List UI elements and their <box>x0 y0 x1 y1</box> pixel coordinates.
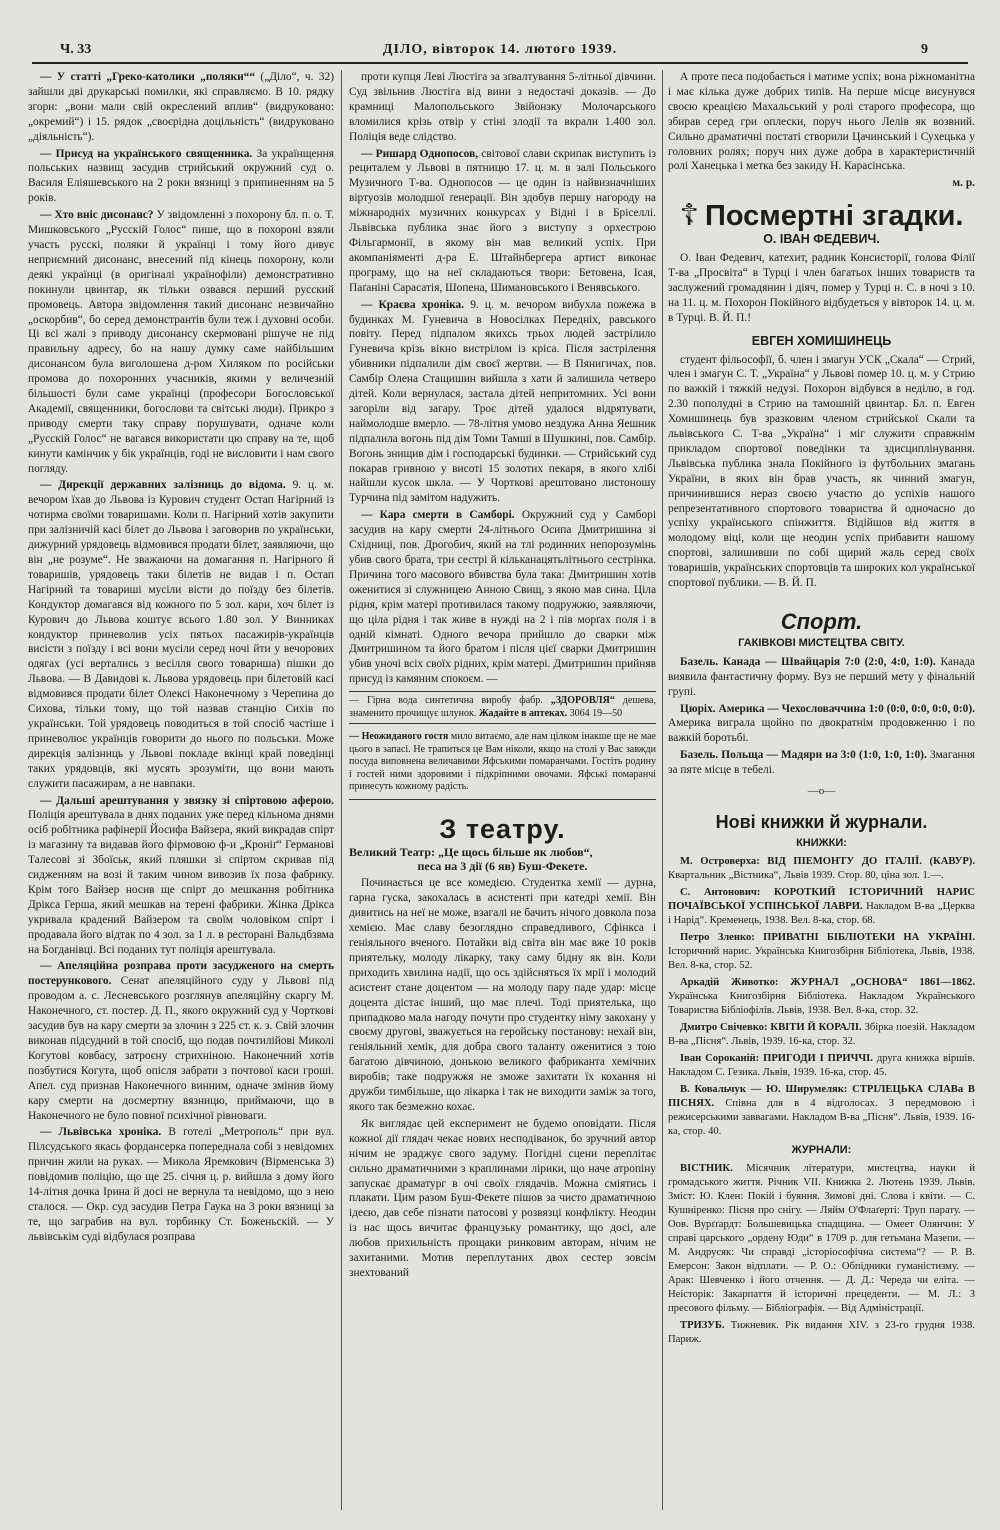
ad-brand: „ЗДОРОВЛЯ“ <box>550 695 615 707</box>
book-details: Співна для в 4 відголосах. З передмовою і режисерськими заввагами. Накладом В-ва „Пісня“. Львів, 1939. 16-ка, стор. 40. <box>668 1097 975 1137</box>
section-title-obituaries <box>668 199 975 233</box>
news-item <box>28 147 334 207</box>
news-item <box>28 959 334 1123</box>
sport-result <box>668 655 975 700</box>
theatre-review-header <box>349 845 656 875</box>
book-entry <box>668 1052 975 1080</box>
news-text: За українщення польських назвищ засудив стрийський окружний суд о. Василя Еліяшевського на 2 роки вязниці з припиненням на 5 років. <box>28 147 334 205</box>
ad-body: мило витаємо, але нам цілком інакше ще не мае цього в запасі. Не трапиться це Вам ніколи, якщо на столі у Вас завжди посуда виповнена величавими Яфськими помаранчами. Гостіть родину і гостей ними здоровими і підкріпними овочами. Яфські помаранчі принесуть кожному радість. <box>349 731 656 793</box>
obituary-text: О. Іван Федевич, катехит, радник Консисторії, голова Філії Т-ва „Просвіта“ в Турці і член багатьох інших товариств та заслужений громадянин і діяч, помер у Турці н. С. в ночі з 10. на 11. ц. м. Похорон Покійного відбудеться у вівторок 14. ц. м. в Турці. В. Й. П.! <box>668 252 975 324</box>
journal-details: Місячник літератури, мистецтва, науки й громадського життя. Річник VII. Книжка 2. Лютень 1939. Львів. Зміст: Ю. Клен: Покій і буяння. Зимові дні. Слова і квіти. — С. Кушніренко: Пісня про снігу. — Ляйм О'Флаґерті: Труп парату. — Оов. Вурґґардт: Большевицька спадщина. — Омеет Олянчин: У справі царського „ордену Юди“ в 1709 р. для гетьмана Мазепи. — М. Андрусяк: Чи справді „історіософічна система“? — Р. В. Емерсон: Закон відплати. — Р. О.: Обпідники гуманістизму. — Арак: Шевченко і його отчення. — Д. Д.: Череда чи еліта. — Неісторік: Закарпаття й історичні прецеденти. — М. Л.: З пресового фільму. — Бібліографія. — Від Адміністрації. <box>668 1162 975 1314</box>
book-title: С. Антонович: КОРОТКИЙ ІСТОРИЧНИЙ НАРИС ПОЧАЇВСЬКОЇ УСПІНСЬКОЇ ЛАВРИ. <box>668 886 975 912</box>
news-headline: — Кара смерти в Самборі. <box>361 509 515 522</box>
news-headline: — Апеляційна розправа проти засудженого на смерть постерункового. <box>28 960 334 988</box>
news-headline: — У статті „Греко-католики „поляки““ <box>40 71 256 83</box>
advertisement-mineral-water <box>349 691 656 724</box>
news-text: світової слави скрипак виступить із рециталем у Львові в пятницю 17. ц. м. в залі Польського Музичного Т-ва. Однопосов — це один із найвизначніших віртуозів молодшої ґенерації. Він здобув першу нагороду на міжнародніх музичних конкурсах у Відні і в Бріселлі. Львівська публика знає його з виступу з орхестрою Фільгармонії, в якому він мав великий успіх. При акомпаніяменті д-ра Е. Штайнбергера артист виконає програму, що на неї складаються твори: Бетовена, Ісая, Паґаніні Сарасатія, Шопена, Шимановського і Венявського. <box>349 147 656 294</box>
ad-lead: — Гірна вода синтетична виробу фабр. <box>349 695 543 707</box>
journals-label: ЖУРНАЛИ: <box>791 1143 852 1156</box>
journal-entry <box>668 1319 975 1347</box>
obituaries-title: Посмертні згадки. <box>705 200 964 233</box>
book-details: Збірка поезій. Накладом В-ва „Пісня“. Львів, 1939. 16-ка, стор. 32. <box>668 1021 975 1047</box>
book-details: Накладом В-ва „Церква і Нарід“. Кременець, 1938. Вел. 8-ка, стор. 68. <box>668 900 975 926</box>
paper-title-date: ДІЛО, вівторок 14. лютого 1939. <box>382 42 618 57</box>
news-headline: — Ришард Однопосов, <box>361 147 479 160</box>
news-text: В готелі „Метрополь“ при вул. Пілсудського якась фордансерка попереднала собі з невідомих причин жили на руках. — Микола Яремкович (Вірменська 3) повідомив поліцію, що ще 25. січня ц. р. вийшла з дому його 14-літня дочка Ірина й досі не вернула та невідомо, що з нею сталося. — Окр. суд засудив Петра Гаука на 3 роки вязниці за те, що заграбив на вул. торбинку Ст. Боженьскій. — У львівськім суді відбулася розправа <box>28 1126 334 1243</box>
journal-entry <box>668 1162 975 1316</box>
news-text: 9. ц. м. вечором вибухла пожежа в будинках М. Гуневича в Новосілках Передніх, равського повіту. Перед підпалом якихсь трьох людей застрілило Гуневича крізь вікно вистрілом із кріса. Після застрілення убивники підпалили дім своєї жертви. — В Пянигичах, пов. Самбір Олена Стащишин вийшла з хати й залишила четверо дітей. Коли вернулася, застала дітей непритомних. Усі вони загоріли від загару. Троє дітей удалося відрятувати, наймолодше вмерло. — 78-літня умово нездужа Анна Яешник підпалила вогонь під дім Томи Тамші в Шушкині, пов. Самбір. Вогонь знищив дім і господарські будинки. — Стрийський суд покарав гривною у висоті 15 золотих пекаря, в якого хлібі найшли кусок шкла. — У Чорткові арештовано листоношу Турчина під замітом нaдужить. <box>349 298 656 505</box>
column-rule <box>662 70 663 1510</box>
news-item <box>349 70 656 145</box>
column-1 <box>28 70 334 1510</box>
section-title-theatre: З театру. <box>439 813 566 844</box>
match-score: Базель. Канада — Швайцарія 7:0 (2:0, 4:0, 1:0). <box>680 655 936 668</box>
book-details: Українська Книгозбірня Бібліотека. Накладом Українського Товариства Бібліофілів. Львів, 1938. Вел. 8-ка, стор. 32. <box>668 990 975 1016</box>
book-details: Історичний нарис. Українська Книгозбірня Бібліотека, Львів, 1938. Вел. 8-ка, стор. 52. <box>668 945 975 971</box>
obituary-name: ЕВГЕН ХОМИШИНЕЦЬ <box>751 333 892 348</box>
news-item <box>28 70 334 145</box>
news-text: 9. ц. м. вечором їхав до Львова із Курович студент Остап Нагірний із чотирма своїми товаришами. Коли п. Нагірний хотів закупити при залізничій касі білет до Львова і заговорив по українськи, дижурний урядовець відмовився продати білет, заявляючи, що він „не розуме“. Не зважаючи на домагання п. Нагірного й товаришів, урядовець таки білетів не видав і п. Остап Нагірний та товариші мусіли вісти до поїзду без білетів. Кондуктор домагався від кожного по 5 зол. кари, хоч білет із Курович до Львова коштує всього 1.80 зол. У Винниках кондуктор приневолив усіх пятьох пасажирів-українців висісти з поїзду і всі вони мусіли серед ночі йти у вечорових одягах (усі вертались з весілля свого товариша) пішки до Львова. — В Давидові к. Львова урядовець при білетовій касі відмовився продати білет Олексі Наконечному з Черепина до Сихова, тільки тому, що той назвав станцію Сихів по українськи. Той урядовець поводиться в той спосіб частіше і приневолює українців говорити до нього по польськи. Може дирекція залізниць у Львові покладе вкінці край поведінці таких урядовців, які мусять зрозуміти, що вони мають служити пасажирам, а не навпаки. <box>28 479 334 790</box>
play-subtitle: песа на 3 дії (6 яв) Буш-Фекете. <box>417 859 588 874</box>
book-details: Квартальник „Вістника“, Львів 1939. Стор. 80, ціна зол. 1.—. <box>668 869 944 881</box>
match-score: Базель. Польща — Мадяри на 3:0 (1:0, 1:0, 1:0). <box>680 749 927 762</box>
news-text: У звідомленні з похорону бл. п. о. Т. Мишковського „Русскій Голос“ пише, що в похороні взяли участь русскі, поляки й українці і тому його дивує неприємний дисонанс, внесений під кінець похорону, коли деякі українці (в оригіналі українофіли) демонстративно покинули цвинтар, як тільки озвався перший русский промовець. Автора звідомлення такий дисонанс незвичайно „оскорбив“, бо серед демонстрантів були теж і духовні особи. Ці всі жалі з приводу дисонансу скермовані рішуче не під правильну адресу, бо на нашу думку саме найбільшим дисонансом була виголошена д-ром Хиляком по російськи промова до похоронних учасників, якими у величезній більшості були саме українці (професори Богословської Академії, священники, богослови та світські люди). Прикро з приводу смерти таку справу порушувати, одначе коли „Русскій Голос“ не вагався використати цю справу на те, щоб кинути камінчик у бік українців, годі не висловити і нам свого погляду. <box>28 209 334 475</box>
advertisement-oranges <box>349 728 656 800</box>
news-text: проти купця Леві Люстіга за зґвалтування 5-літньої дівчини. Суд звільнив Люстіга від вини з недостачі доказів. — До крамниці Малопольського Звійонзку Молочарського вломилися крізь отвір у стіні злодії та вкрали 1.400 зол. Поліція веде слідство. <box>349 71 656 143</box>
news-item <box>28 478 334 791</box>
page-number: 9 <box>921 42 928 57</box>
book-entry <box>668 1021 975 1049</box>
book-entry <box>668 976 975 1018</box>
theatre-paragraph: Починається це все комедією. Студентка хемії — дурна, гарна гуска, закохалась в асистенті при катедрі хемії. Він дивитись на неї не може, взагалі не бачить нічого довкола поза хемією. Має славу безоглядно справедливого, Сфінкса і геніяльного вченого. Потайки від світа він має вже 10 років приятельку, молоду лікарку, таку саму бідну як він. Коли приходить хвилина надії, що ось здійсняться їх мрії і молодий асистент стане доцентом — на молоду пару паде удар: місце доцента дістає інший, що має плечі. Тоді приятелька, що припадково мала нагоду почути про студентку німу закохану у своєму другові, зважується на геройську постанову: нехай він, геніяльний хемік, для добра свого таланту оженитися з тою багатою дівчиною, донькою великого фабриканта хемічних виробів; таке подружжя не зможе захитати їх кохання ні дружби тимбільше, що лікарка і так не виходити заміж за того, якого так безмежно кохає. <box>349 877 656 1113</box>
journal-title: ВІСТНИК. <box>680 1162 733 1174</box>
column-3 <box>668 70 975 1510</box>
ad-code: 3064 19—50 <box>569 707 623 719</box>
review-signature: м. р. <box>952 177 975 190</box>
obituary-name: О. ІВАН ФЕДЕВИЧ. <box>763 232 880 247</box>
news-headline: — Дирекції державних залізниць до відома. <box>40 479 286 492</box>
news-headline: — Львівська хроніка. <box>40 1126 162 1139</box>
issue-number: Ч. 33 <box>60 42 92 57</box>
play-title: „Це щось більше як любов“, <box>438 844 593 859</box>
column-2 <box>349 70 656 1510</box>
match-note: Канада виявила фантастичну форму. Вуз не перший мету у фінальній групі. <box>668 655 975 698</box>
ad-cta: Жадайте в аптеках. <box>478 707 568 719</box>
match-note: Америка виграла щойно по двократнім продовженню і по важкій боротьбі. <box>668 717 975 745</box>
theatre-paragraph: Як виглядає цей експеримент не будемо оповідати. Після кожної дії глядач чекає нових несподіванок, бо зручний автор нічим не зраджує свого задуму. Погідні сцени переплітає сильно драматичними з краплинами лірики, що наче атропіну запускає драматург в очі своїх глядачів. Можна сміятись і плакати. Цим разом Буш-Фекете пішов за чисто драматичною ідеєю, дав себе пізнати патосові у розвязці конфлікту. Неодин із нас щось вичитає французьку романтику, що досі, але любов прихильність прощаки ринковим авторам, нічим не захитаними. Мотив переплутаних двох сестер зовсім знехтований <box>349 1117 656 1279</box>
section-title-sport: Спорт. <box>780 609 863 634</box>
sport-subtitle: ГАКІВКОВІ МИСТЕЦТВА СВІТУ. <box>738 636 905 649</box>
ad-lead: — Неожиданого гостя <box>349 731 449 743</box>
news-headline: — Хто вніс дисонанс? <box>40 209 154 222</box>
news-text: Окружний суд у Самборі засудив на кару смерти 24-літнього Осипа Дмитришина зі Східниці, пов. Дрогобич, який на тлі родинних непорозумінь убив свого брата, три сестрі й кільканацятьлітнього сестрінка. Причина того масового вбивства була така: Дмитришин хотів оженитися зі служницею Анною Свищ, з якою мав сина. Цілa рідня, крім матері противилася такому подружжю, заявляючи, що ціла рідня і так живе в нужді на 2 і пів морґах поля і в одній кімнаті. Одного вечора прийшло до сварки між Дмитришином та його братом і після цієї сварки Дмитришин убив уночі всіх своїх рідних, крім матері. Дмитришин прийняв присуд із камяним спокоєм. — <box>349 509 656 686</box>
news-text: („Діло“, ч. 32) зайшли дві друкарські помилки, які справляємо. В 10. рядку згори: „вони мали свій окреслений вплив“ (видруковано: „окремий“) і 15. рядок „своєрідна доцільність“ (видруковано „діяльність“). <box>28 71 334 143</box>
book-entry <box>668 855 975 883</box>
journal-details: Тижневик. Рік видання XIV. з 23-го грудня 1938. Париж. <box>668 1319 975 1345</box>
news-headline: — Краєва хроніка. <box>361 298 465 311</box>
cross-icon: ☦ <box>679 199 699 233</box>
book-details: друга книжка віршів. Накладом С. Гезика. Львів, 1939. 16-ка, стор. 45. <box>668 1052 975 1078</box>
news-text: Поліція арештувала в днях поданих уже перед кільнома днями осіб робітника рафінерії Йосифа Вайзера, який викрадав спірт із магазину та видавав його фірмовою ф-и „Кроніґ“ Германові Талесові зі Збоїськ, який пляшки зі спіртом скривав під сидженням на возі й таким чином вивозив їх поза фабрику. Крім того Вайзер носив ще спірт до мешкання робітника Дрікса Герша, який мешкав на терені фабрики. Жінка Дрікса укривала крадений Вайзером та своїм чоловіком спірт і продавала його відтак по 4 зол. за 1 л. в ресторані Вальдбзвма на Богданівці. Всі поданих тут поліція арештувала. <box>28 809 334 956</box>
book-entry <box>668 931 975 973</box>
book-title: Аркадій Животко: ЖУРНАЛ „ОСНОВА“ 1861—1862. <box>680 976 975 988</box>
news-item <box>349 147 656 296</box>
books-label: КНИЖКИ: <box>796 836 847 849</box>
journal-title: ТРИЗУБ. <box>680 1319 725 1331</box>
news-item <box>349 508 656 687</box>
sport-result <box>668 748 975 778</box>
match-score: Цюріх. Америка — Чехословаччина 1:0 (0:0, 0:0, 0:0, 0:0). <box>680 702 975 715</box>
obituary-text: студент фільософії, б. член і змагун УСК „Скала“ — Стрий, член і змагун С. Т. „Україна“ у Львові помер 10. ц. м. у Стрию по важкій і тяжкій недузі. Похорон відбувся в неділю, в год. 2.30 пополудні в Стрию на тамошній цвинтар. Бл. п. Евген Хомишинець був зразковим членом стрийської Скали та львівського С. Т-ва „Україна“ і міг служити справжнім прикладом спортової поведінки та здисциплінування. Львівська публика знала Покійного із футбольних змагань України, в яких він брав участь, як чинний змагун, причинившися нераз своєю участю до успіхів нашого репрезентативного спортового товариства й одночасно до успіху українського спінжиття. Відійшов від життя в молодому віці, коли ще неодин успіх прибавити нашому спортові, залишивши по собі щирий жаль серед своїх товаришів, українських спортовців та широких кол української спортової публики. — В. Й. П. <box>668 353 975 590</box>
sport-result <box>668 702 975 747</box>
theatre-continuation: А проте песа подобається і матиме успіх; вона ріжноманітна і має кілька дуже добрих типів. На перше місце висунувся своєю креацією Махальський у ролі старого професора, що збирав серед гри оплески, поруч нього Лелів як возвний. Сильно драматичні постаті створили Цачинський і Сухецька у головних ролях; поруч них дуже добра в характеристичній ролі Ханецька і метка без закиду Н. Карасінська. <box>668 71 975 173</box>
theatre-name: Великий Театр: <box>349 844 435 859</box>
book-title: В. Ковальчук — Ю. Ширумеляк: СТРІЛЕЦЬКА СЛАВа В ПІСНЯХ. <box>668 1083 975 1109</box>
masthead <box>32 40 968 64</box>
match-note: Змагання за пяте місце в тебелі. <box>668 749 975 777</box>
book-entry <box>668 1083 975 1139</box>
book-title: М. Островерха: ВІД ПІЕМОНТУ ДО ІТАЛІЇ. (КАВУР). <box>680 855 975 867</box>
news-headline: — Дальші арештування у звязку зі спіртовою аферою. <box>40 794 334 807</box>
ad-body: дешева, знаменито прочищує шлунок. <box>349 695 656 719</box>
book-title: Петро Зленко: ПРИВАТНІ БІБЛІОТЕКИ НА УКРАЇНІ. <box>680 931 975 943</box>
separator: —o— <box>807 785 836 798</box>
section-title-books: Нові книжки й журнали. <box>715 811 928 832</box>
news-text: Сенат апеляційного суду у Львові під проводом а. с. Лесневського розглянув апеляційну скаргу М. Наконечного, ст. постер. Д. П., якого окружний суд у Чорткові засудив був на кару смерти за злочин з 225 ст. к. з. Свій злочин виконав підсудний в той спосіб, що подав почтилійові Миколі Когутові ковбасу, затроєну стрихніною. Наконечний хотів позбутися Когута, щоб опісля забрати з почтової каси гроші. Апел. суд признав Наконечного винним, одначе змінив йому кару смерти на досмертну вязницю, приймаючи, що в Наконечного не було повної психічної рівноваги. <box>28 975 334 1122</box>
column-rule <box>341 70 342 1510</box>
news-headline: — Присуд на українського священника. <box>40 147 253 160</box>
book-entry <box>668 886 975 928</box>
news-item <box>28 1125 334 1244</box>
book-title: Іван Сороканій: ПРИГОДИ І ПРИЧЧІ. <box>680 1052 873 1064</box>
news-item <box>28 794 334 958</box>
news-item <box>349 298 656 507</box>
news-item <box>28 208 334 476</box>
book-title: Дмитро Свічевко: КВІТИ Й КОРАЛІ. <box>680 1021 862 1033</box>
